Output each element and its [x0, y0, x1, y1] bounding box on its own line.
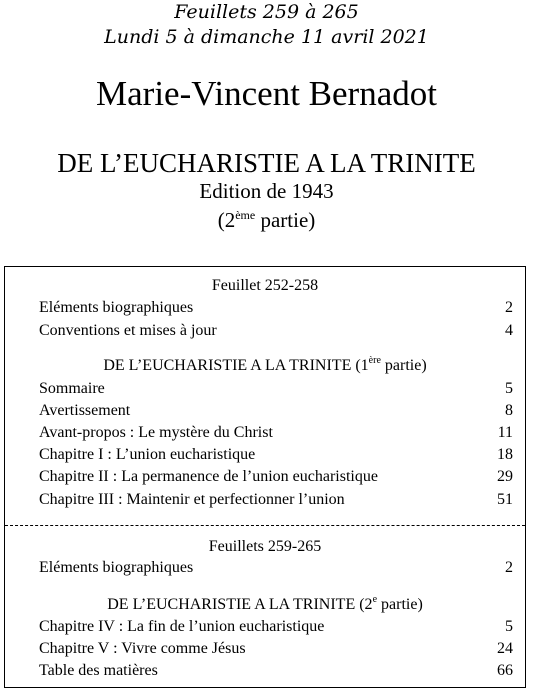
section-heading: Feuillets 259-265: [208, 538, 322, 555]
author-name: Marie-Vincent Bernadot: [96, 74, 437, 113]
toc-row: [39, 616, 513, 638]
toc-page: 4: [505, 322, 513, 339]
part-close: partie): [255, 208, 316, 232]
toc-label: Avertissement: [39, 402, 131, 419]
toc-label: Chapitre III : Maintenir et perfectionner l’union: [39, 491, 345, 508]
toc-row: [39, 444, 513, 466]
section-heading-text: DE L’EUCHARISTIE A LA TRINITE (1: [103, 357, 369, 374]
document-title: DE L’EUCHARISTIE A LA TRINITE: [57, 148, 476, 178]
toc-row: [39, 660, 513, 682]
section-heading-end: partie): [377, 596, 423, 613]
toc-page: 2: [505, 299, 513, 316]
toc-page: 66: [497, 662, 513, 679]
toc-page: 2: [505, 559, 513, 576]
toc-row: [39, 320, 513, 342]
toc-row: [39, 638, 513, 660]
toc-page: 5: [505, 380, 513, 397]
section-heading-end: partie): [380, 357, 427, 374]
toc-label: Table des matières: [39, 662, 158, 679]
toc-page: 8: [505, 402, 513, 419]
section-heading-text: DE L’EUCHARISTIE A LA TRINITE (2: [107, 596, 373, 613]
dashed-divider: [5, 525, 525, 526]
section-heading: Feuillet 252-258: [211, 277, 319, 294]
toc-label: Chapitre IV : La fin de l’union eucharistique: [39, 618, 325, 635]
section-heading: [5, 356, 525, 376]
toc-row: [39, 466, 513, 488]
toc-page: 29: [497, 468, 513, 485]
toc-row: [39, 422, 513, 444]
part-line: [0, 206, 533, 234]
toc-label: Eléments biographiques: [39, 559, 194, 576]
toc-label: Sommaire: [39, 380, 105, 397]
toc-page: 5: [505, 618, 513, 635]
toc-label: Chapitre II : La permanence de l’union eucharistique: [39, 468, 378, 485]
toc-row: [39, 489, 513, 511]
section-heading: [5, 595, 525, 615]
toc-label: Conventions et mises à jour: [39, 322, 217, 339]
toc-row: [39, 297, 513, 319]
section-heading-sup: e: [372, 594, 378, 605]
toc-label: Avant-propos : Le mystère du Christ: [39, 424, 273, 441]
part-sup: ème: [235, 208, 256, 222]
toc-page: 51: [497, 491, 513, 508]
edition-line: Edition de 1943: [199, 179, 334, 203]
toc-page: 11: [497, 424, 513, 441]
toc-row: [39, 378, 513, 400]
section-heading-sup: ère: [368, 355, 381, 366]
toc-label: Eléments biographiques: [39, 299, 194, 316]
toc-page: 18: [497, 446, 513, 463]
toc-row: [39, 557, 513, 579]
part-open: (2: [217, 208, 236, 232]
toc-row: [39, 400, 513, 422]
sheets-header: Feuillets 259 à 265: [174, 1, 359, 23]
toc-label: Chapitre I : L’union eucharistique: [39, 446, 256, 463]
toc-page: 24: [497, 640, 513, 657]
dates-header: Lundi 5 à dimanche 11 avril 2021: [104, 26, 429, 48]
toc-label: Chapitre V : Vivre comme Jésus: [39, 640, 246, 657]
table-of-contents: [4, 266, 526, 688]
